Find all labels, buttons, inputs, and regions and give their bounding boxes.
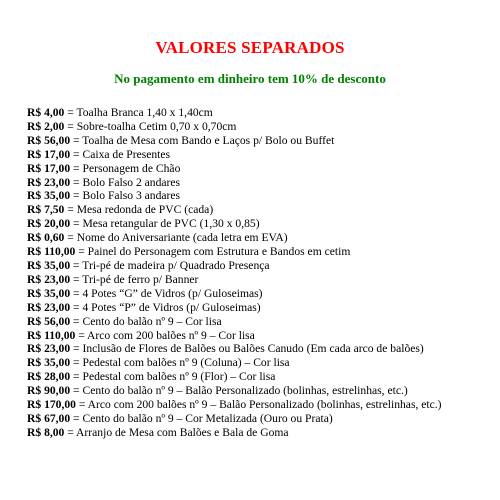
item-description: = Arranjo de Mesa com Balões e Bala de Goma (64, 425, 289, 439)
item-price: R$ 23,00 (27, 175, 71, 189)
item-description: = Bolo Falso 2 andares (70, 175, 181, 189)
item-description: = Cento do balão nº 9 – Balão Personalizado (bolinhas, estrelinhas, etc.) (70, 384, 408, 398)
item-description: = Nome do Aniversariante (cada letra em EVA) (64, 231, 288, 245)
price-list-item (27, 245, 477, 259)
item-price: R$ 56,00 (27, 314, 71, 328)
item-price: R$ 170,00 (27, 398, 76, 412)
price-list-item (27, 412, 477, 426)
price-list-item (27, 342, 477, 356)
item-description: = Mesa redonda de PVC (cada) (64, 203, 214, 217)
price-list-item (27, 259, 477, 273)
item-price: R$ 8,00 (27, 425, 65, 439)
item-price: R$ 35,00 (27, 356, 71, 370)
item-description: = Personagem de Chão (70, 161, 181, 175)
price-list-item (27, 356, 477, 370)
price-list (27, 106, 477, 440)
item-description: = Sobre-toalha Cetim 0,70 x 0,70cm (64, 119, 237, 133)
item-price: R$ 4,00 (27, 106, 65, 119)
price-list-item (27, 217, 477, 231)
item-description: = Painel do Personagem com Estrutura e Bandos em cetim (75, 245, 351, 259)
price-list-item (27, 231, 477, 245)
item-price: R$ 90,00 (27, 384, 71, 398)
item-price: R$ 17,00 (27, 161, 71, 175)
item-price: R$ 23,00 (27, 300, 71, 314)
item-price: R$ 17,00 (27, 147, 71, 161)
item-description: = 4 Potes “G” de Vidros (p/ Guloseimas) (70, 286, 263, 300)
item-description: = Arco com 200 balões nº 9 – Balão Personalizado (bolinhas, estrelinhas, etc.) (75, 398, 442, 412)
price-list-item (27, 315, 477, 329)
item-price: R$ 7,50 (27, 203, 65, 217)
price-list-item (27, 370, 477, 384)
item-description: = Cento do balão nº 9 – Cor Metalizada (Ouro ou Prata) (70, 411, 333, 425)
item-description: = Mesa retangular de PVC (1,30 x 0,85) (70, 217, 260, 231)
item-price: R$ 67,00 (27, 411, 71, 425)
price-list-item (27, 273, 477, 287)
item-description: = Cento do balão nº 9 – Cor lisa (70, 314, 222, 328)
item-description: = Caixa de Presentes (70, 147, 171, 161)
price-list-item (27, 176, 477, 190)
item-price: R$ 110,00 (27, 245, 76, 259)
item-description: = Bolo Falso 3 andares (70, 189, 181, 203)
item-description: = Tri-pé de madeira p/ Quadrado Presença (70, 258, 270, 272)
item-price: R$ 35,00 (27, 286, 71, 300)
item-price: R$ 35,00 (27, 258, 71, 272)
price-list-item (27, 398, 477, 412)
price-list-item (27, 287, 477, 301)
item-price: R$ 23,00 (27, 272, 71, 286)
price-list-item (27, 329, 477, 343)
item-price: R$ 23,00 (27, 342, 71, 356)
price-list-item (27, 148, 477, 162)
item-price: R$ 2,00 (27, 119, 65, 133)
item-description: = Toalha de Mesa com Bando e Laços p/ Bolo ou Buffet (70, 133, 335, 147)
item-description: = Tri-pé de ferro p/ Banner (70, 272, 199, 286)
item-description: = Arco com 200 balões nº 9 – Cor lisa (75, 328, 255, 342)
item-price: R$ 35,00 (27, 189, 71, 203)
page-title: VALORES SEPARADOS (155, 38, 345, 57)
price-list-item (27, 120, 477, 134)
item-description: = Pedestal com balões nº 9 (Coluna) – Cor lisa (70, 356, 290, 370)
item-price: R$ 0,60 (27, 231, 65, 245)
price-list-item (27, 106, 477, 120)
price-list-item (27, 384, 477, 398)
item-price: R$ 56,00 (27, 133, 71, 147)
price-list-item (27, 203, 477, 217)
price-list-item (27, 162, 477, 176)
price-list-item (27, 134, 477, 148)
item-description: = Toalha Branca 1,40 x 1,40cm (64, 106, 213, 119)
price-list-item (27, 189, 477, 203)
item-price: R$ 28,00 (27, 370, 71, 384)
item-price: R$ 20,00 (27, 217, 71, 231)
item-description: = Inclusão de Flores de Balões ou Balões Canudo (Em cada arco de balões) (70, 342, 424, 356)
discount-notice: No pagamento em dinheiro tem 10% de desconto (114, 71, 386, 86)
price-list-item (27, 426, 477, 440)
price-list-item (27, 301, 477, 315)
item-description: = 4 Potes “P” de Vidros (p/ Guloseimas) (70, 300, 261, 314)
item-price: R$ 110,00 (27, 328, 76, 342)
item-description: = Pedestal com balões nº 9 (Flor) – Cor lisa (70, 370, 276, 384)
